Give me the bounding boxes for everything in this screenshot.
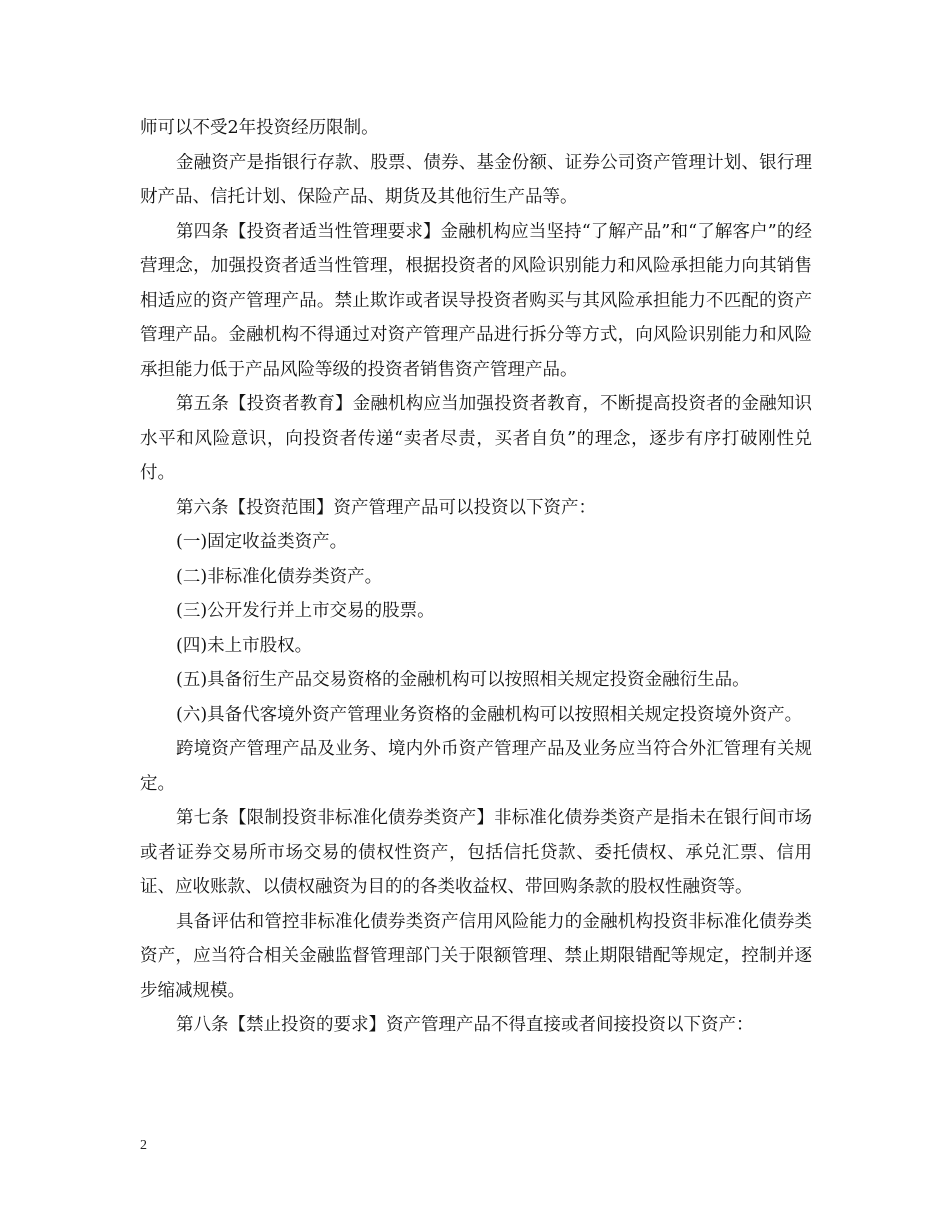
paragraph: 金融资产是指银行存款、股票、债券、基金份额、证券公司资产管理计划、银行理财产品、信托计划、保险产品、期货及其他衍生产品等。 xyxy=(140,152,812,207)
body-text xyxy=(140,111,812,1043)
paragraph: (一)固定收益类资产。 xyxy=(176,532,348,552)
paragraph: (二)非标准化债券类资产。 xyxy=(176,566,383,587)
paragraph: 第四条【投资者适当性管理要求】金融机构应当坚持“了解产品”和“了解客户”的经营理念，加强投资者适当性管理，根据投资者的风险识别能力和风险承担能力向其销售相适应的资产管理产品。禁止欺诈或者误导投资者购买与其风险承担能力不匹配的资产管理产品。金融机构不得通过对资产管理产品进行拆分等方式，向风险识别能力和风险承担能力低于产品风险等级的投资者销售资产管理产品。 xyxy=(140,221,812,380)
page-number: 2 xyxy=(140,1138,147,1153)
paragraph: 第五条【投资者教育】金融机构应当加强投资者教育，不断提高投资者的金融知识水平和风险意识，向投资者传递“卖者尽责，买者自负”的理念，逐步有序打破刚性兑付。 xyxy=(140,394,812,483)
paragraph: 第八条【禁止投资的要求】资产管理产品不得直接或者间接投资以下资产： xyxy=(176,1015,754,1035)
paragraph: 具备评估和管控非标准化债券类资产信用风险能力的金融机构投资非标准化债券类资产，应当符合相关金融监督管理部门关于限额管理、禁止期限错配等规定，控制并逐步缩减规模。 xyxy=(140,911,812,1001)
paragraph: (四)未上市股权。 xyxy=(176,635,313,656)
paragraph: (三)公开发行并上市交易的股票。 xyxy=(176,601,435,621)
paragraph: (五)具备衍生产品交易资格的金融机构可以按照相关规定投资金融衍生品。 xyxy=(176,670,750,690)
paragraph: 第七条【限制投资非标准化债券类资产】非标准化债券类资产是指未在银行间市场或者证券交易所市场交易的债权性资产，包括信托贷款、委托债权、承兑汇票、信用证、应收账款、以债权融资为目的的各类收益权、带回购条款的股权性融资等。 xyxy=(140,808,812,897)
paragraph: 师可以不受2年投资经历限制。 xyxy=(140,118,379,138)
paragraph: 跨境资产管理产品及业务、境内外币资产管理产品及业务应当符合外汇管理有关规定。 xyxy=(140,739,812,794)
paragraph: 第六条【投资范围】资产管理产品可以投资以下资产： xyxy=(176,497,596,518)
paragraph: (六)具备代客境外资产管理业务资格的金融机构可以按照相关规定投资境外资产。 xyxy=(176,704,803,725)
